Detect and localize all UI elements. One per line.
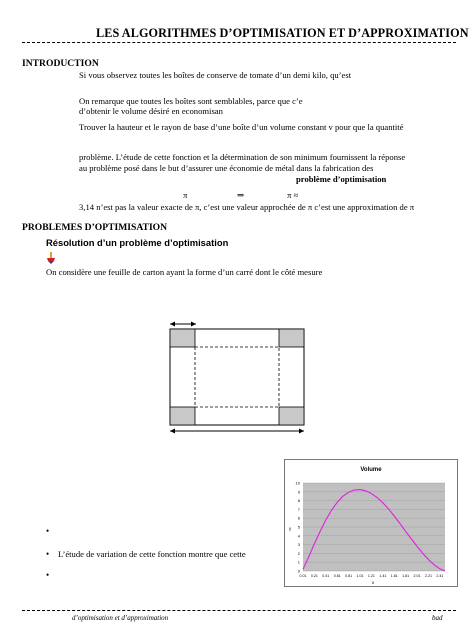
y-tick-label: 6	[297, 515, 300, 521]
bullet-1: •	[46, 526, 50, 536]
corner-square-tl	[170, 329, 195, 347]
intro-optimisation-term: problème d’optimisation	[296, 174, 387, 184]
y-tick-label: 2	[297, 550, 300, 556]
intro-heading: INTRODUCTION	[22, 58, 99, 69]
intro-line-8: 3,14 n’est pas la valeur exacte de π, c’est une valeur approchée de π c’est une approximation de π	[79, 202, 415, 212]
x-tick-label: 0.01	[299, 574, 307, 578]
bullet-3: •	[46, 570, 50, 580]
y-tick-label: 3	[297, 542, 300, 548]
x-tick-label: 2.41	[436, 574, 444, 578]
implies-symbol: ⇒	[237, 190, 245, 200]
x-tick-label: 0.21	[310, 574, 318, 578]
header-rule	[22, 42, 456, 43]
x-tick-label: 2.21	[424, 574, 432, 578]
intro-line-5: problème. L’étude de cette fonction et la détermination de son minimum fournissent la réponse	[79, 152, 406, 162]
problems-heading: PROBLEMES D’OPTIMISATION	[22, 222, 168, 233]
pi-symbol: π	[183, 190, 188, 200]
intro-line-6: au problème posé dans le but d’assurer une économie de métal dans la fabrication des	[79, 163, 374, 173]
x-axis-ticks	[300, 574, 444, 578]
bullet-2: •	[46, 549, 50, 559]
y-tick-label: 10	[295, 480, 300, 486]
bullet-2-text: L’étude de variation de cette fonction montre que cette	[58, 549, 246, 559]
x-tick-label: 2.01	[413, 574, 421, 578]
footer-right: bad	[432, 614, 443, 622]
corner-side-arrow	[170, 322, 196, 327]
y-tick-label: 1	[297, 559, 300, 565]
y-tick-label: 0	[297, 568, 300, 574]
corner-square-tr	[279, 329, 304, 347]
footer-left: d’optimisation et d’approximation	[72, 614, 169, 622]
x-tick-label: 0.81	[345, 574, 353, 578]
problems-subheading: Résolution d’un problème d’optimisation	[46, 237, 229, 248]
x-tick-label: 1.01	[356, 574, 364, 578]
x-tick-label: 0.61	[333, 574, 341, 578]
y-tick-label: 8	[297, 498, 300, 504]
intro-line-4: Trouver la hauteur et le rayon de base d’une boîte d’un volume constant v pour que la quantité	[79, 122, 404, 132]
cardboard-diagram	[160, 318, 320, 438]
y-axis-ticks	[296, 481, 301, 574]
chart-title: Volume	[360, 467, 382, 473]
corner-square-br	[279, 407, 304, 425]
y-tick-label: 4	[297, 533, 300, 539]
x-tick-label: 1.21	[367, 574, 375, 578]
footer-rule	[22, 610, 456, 611]
x-axis-label: x	[371, 580, 375, 585]
intro-line-1: Si vous observez toutes les boîtes de conserve de tomate d’un demi kilo, qu’est	[79, 70, 352, 80]
volume-chart-svg	[285, 460, 457, 586]
x-tick-label: 0.41	[322, 574, 330, 578]
problems-line-1: On considère une feuille de carton ayant la forme d’un carré dont le côté mesure	[46, 267, 323, 277]
intro-line-2: On remarque que toutes les boîtes sont semblables, parce que c’e	[79, 96, 303, 106]
corner-square-bl	[170, 407, 195, 425]
intro-line-3: d’obtenir le volume désiré en economisan	[79, 106, 223, 116]
sheet-side-arrow	[170, 429, 304, 434]
document-title: LES ALGORITHMES D’OPTIMISATION ET D’APPROXIMATION	[96, 26, 469, 40]
y-tick-label: 7	[297, 506, 300, 512]
y-tick-label: 9	[297, 489, 300, 495]
y-axis-label: y	[289, 526, 292, 531]
volume-chart	[284, 459, 458, 587]
pencil-icon	[46, 251, 56, 263]
x-tick-label: 1.81	[402, 574, 410, 578]
x-tick-label: 1.61	[390, 574, 398, 578]
x-tick-label: 1.41	[379, 574, 387, 578]
y-tick-label: 5	[297, 524, 300, 530]
pi-approx-symbol: π ≈	[287, 190, 299, 200]
